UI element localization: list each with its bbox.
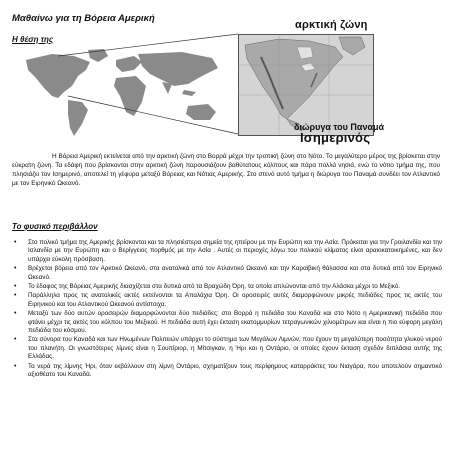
north-america-map-image bbox=[238, 34, 374, 136]
list-item: • Στο πολικό τμήμα της Αμερικής βρίσκονται και τα πλησιέστερα σημεία της ηπείρου με την Ευρώπη και την Ασία. Πρόκειται για την Γροιλανδία και την Ισλανδία με την Ευρώπη και ο Βερίγγειος πορθμός με την Ασία . Αυτές οι περιοχές λόγω του πολικού κλίματος είναι αραιοκατοικημένες, και δεν υπάρχει εύκολη πρόσβαση. bbox=[14, 239, 442, 263]
bullet-icon: • bbox=[14, 292, 17, 300]
section-heading-environment: Το φυσικό περιβάλλον bbox=[12, 222, 98, 231]
list-item: • Βρέχεται βόρεια από τον Αρκτικό Ωκεανό, στα ανατολικά από τον Ατλαντικό Ωκεανό και την Καραϊβική θάλασσα και στα δυτικά από τον Ειρηνικό Ωκεανό. bbox=[14, 265, 442, 281]
list-item: • Στα σύνορα του Καναδά και των Ηνωμένων Πολιτειών υπάρχει το σύστημα των Μεγάλων Λιμνών, που έχουν τη μεγαλύτερη ποσότητα γλυκού νερού του πλανήτη. Οι γνωστότερες λίμνες είναι η Σουπίριορ, η Μίτσιγκαν, η Ήρι και η Οντάριο, οι οποίες έχουν έκταση σχεδόν διπλάσια αυτής της Ελλάδας. bbox=[14, 336, 442, 361]
list-item: • Το έδαφος της Βόρειας Αμερικής διασχίζεται στα δυτικά από τα Βραχώδη Όρη, τα οποία απλώνονται από την Αλάσκα μέχρι το Μεξικό. bbox=[14, 283, 401, 291]
bullet-icon: • bbox=[14, 283, 17, 291]
bullet-icon: • bbox=[14, 265, 17, 273]
list-item: • Τα νερά της λίμνης Ήρι, όταν εκβάλλουν στη λίμνη Οντάριο, σχηματίζουν τους περίφημους καταρράκτες του Νιαγάρα, που αποτελούν σημαντικό αξιοθέατο του Καναδά. bbox=[14, 362, 442, 379]
bullet-icon: • bbox=[14, 239, 17, 246]
section-heading-location: Η θέση της bbox=[12, 35, 54, 44]
world-map-image bbox=[12, 46, 234, 142]
bullet-icon: • bbox=[14, 310, 17, 318]
label-equator: Ισημερινός bbox=[300, 130, 371, 145]
list-item: • Παράλληλα προς τις ανατολικές ακτές εκτείνονται τα Απαλάχια Όρη. Οι οροσειρές αυτές διαμορφώνουν μικρές πεδιάδες προς τις ακτές του Ειρηνικού και του Ατλαντικού Ωκεανού αντίστοιχα. bbox=[14, 292, 442, 308]
intro-paragraph: Η Βόρεια Αμερική εκτείνεται από την αρκτική ζώνη στο Βορρά μέχρι την τροπική ζώνη στο Νότο. Το μεγαλύτερο μέρος της βρίσκεται στην εύκρατη ζώνη. Τα εδάφη που βρίσκονται στην αρκτική ζώνη παρουσιάζουν βαθύτατους κόλπους και πάρα πολλά νησιά, ενώ το νότιο τμήμα της, που πλησιάζει τον Ισημερινό, αποτελεί τη γέφυρα μεταξύ Βόρειας και Νότιας Αμερικής. Στο στενό αυτό τμήμα η διώρυγα του Παναμά συνδέει τον Ατλαντικό με τον Ειρηνικό Ωκεανό. bbox=[12, 153, 440, 187]
bullet-icon: • bbox=[14, 362, 17, 370]
label-arctic-zone: αρκτική ζώνη bbox=[295, 19, 368, 31]
environment-bullet-list bbox=[12, 239, 442, 381]
page-title: Μαθαίνω για τη Βόρεια Αμερική bbox=[12, 13, 155, 24]
list-item: • Μεταξύ των δύο αυτών οροσειρών διαμορφώνονται δύο πεδιάδες: στο Βορρά η πεδιάδα του Καναδά και στο Νότο η Αμερικανική πεδιάδα που φτάνει μέχρι τις ακτές του κόλπου του Μεξικού. Η πεδιάδα αυτή έχει έκταση εκατομμυρίων τετραγωνικών χιλιομέτρων και είναι η πιο εύφορη μεγάλη πεδιάδα του κόσμου. bbox=[14, 310, 442, 335]
label-panama-canal: διώρυγα του Παναμά bbox=[294, 122, 385, 132]
bullet-icon: • bbox=[14, 336, 17, 344]
